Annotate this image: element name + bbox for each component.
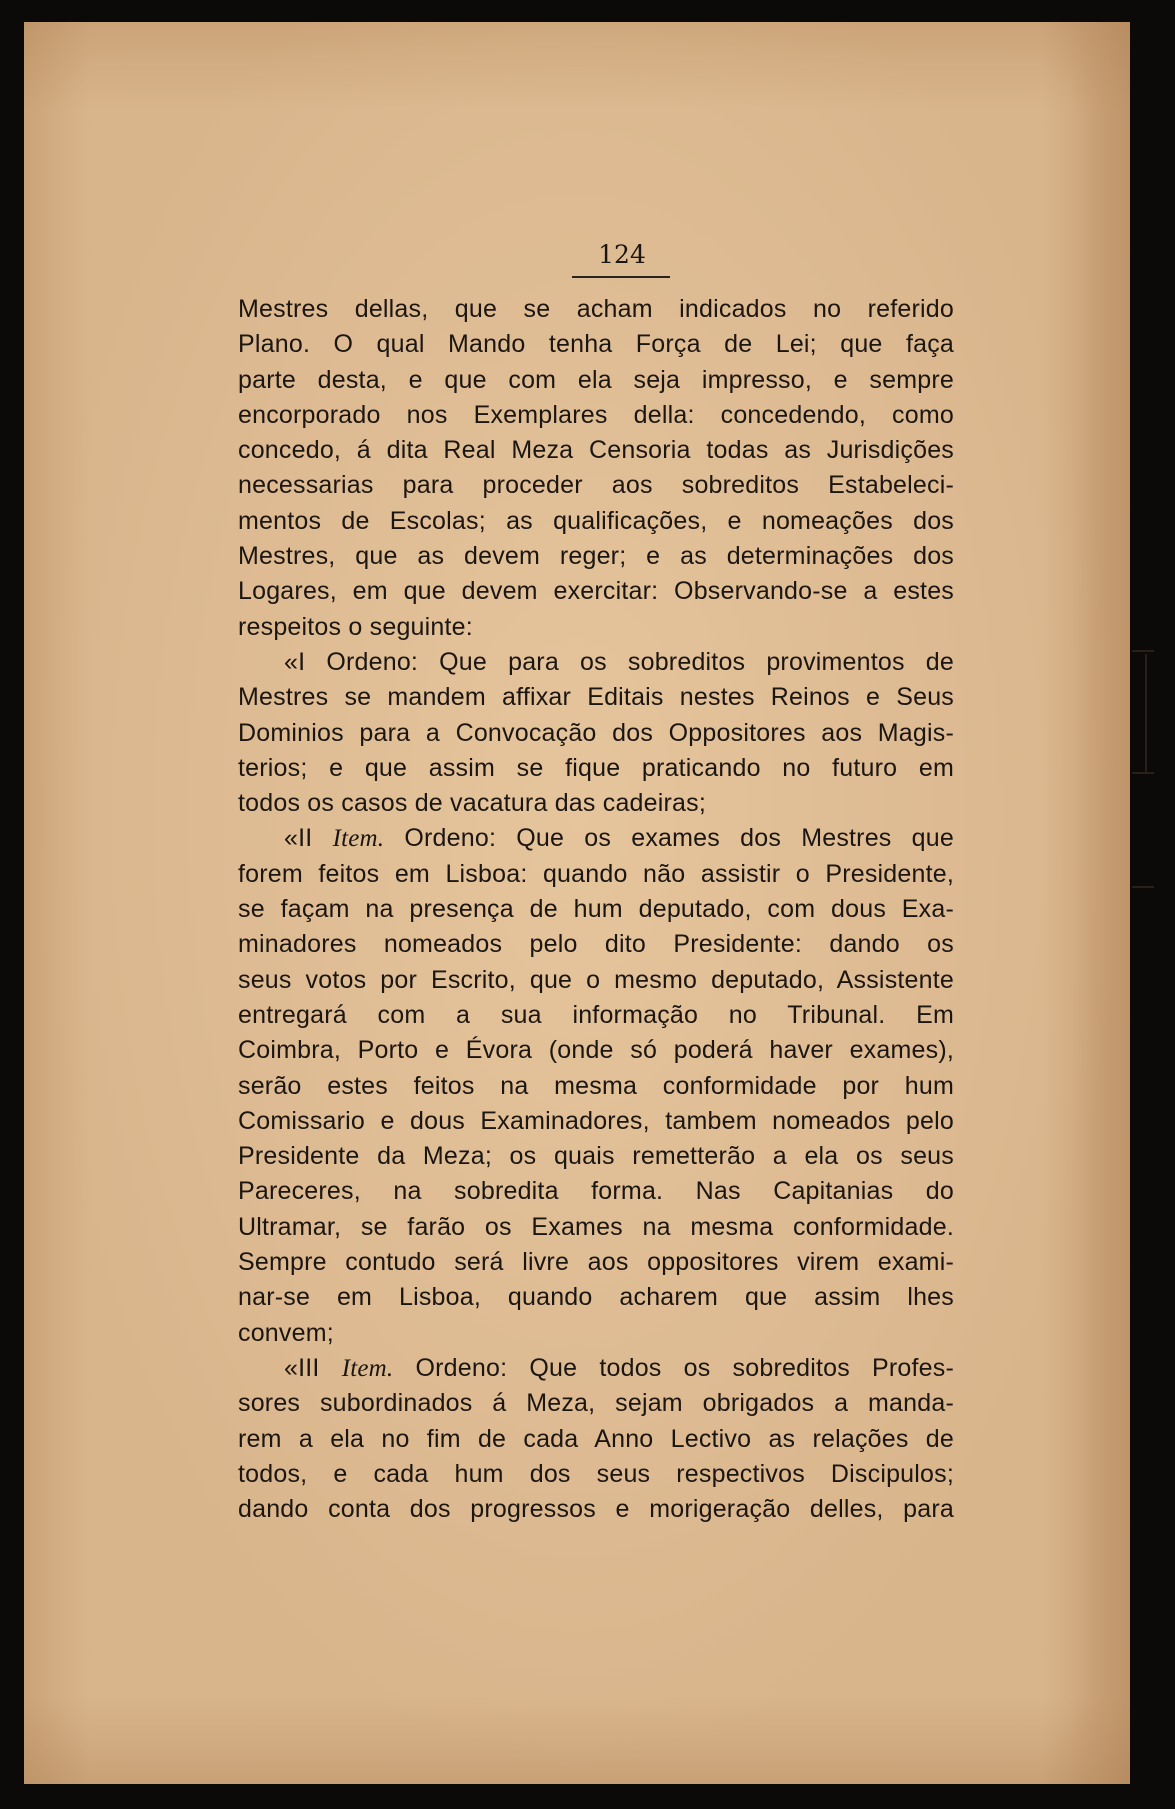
text-line: serão estes feitos na mesma conformidade por hum (238, 1071, 954, 1100)
text-fragment: Ordeno: Que todos os sobreditos Profes- (415, 1353, 954, 1382)
text-line: respeitos o seguinte: (238, 612, 473, 641)
item-number: «II (284, 824, 313, 853)
binding-mark (1132, 650, 1154, 652)
binding-mark (1132, 772, 1154, 774)
text-line: terios; e que assim se fique praticando no futuro em (238, 753, 954, 782)
text-line: convem; (238, 1318, 334, 1347)
page-number-rule (572, 276, 670, 278)
text-line: se façam na presença de hum deputado, com dous Exa- (238, 895, 954, 924)
text-line: Logares, em que devem exercitar: Observando-se a estes (238, 577, 954, 606)
text-line: dando conta dos progressos e morigeração delles, para (238, 1495, 954, 1524)
text-line: minadores nomeados pelo dito Presidente: dando os (238, 930, 954, 959)
text-line: rem a ela no fim de cada Anno Lectivo as relações de (238, 1424, 954, 1453)
text-line (238, 821, 954, 856)
item-italic: Item. (332, 825, 385, 853)
text-line: Sempre contudo será livre aos oppositores virem exami- (238, 1248, 954, 1277)
text-line: «I Ordeno: Que para os sobreditos provimentos de (284, 647, 954, 676)
text-line: Plano. O qual Mando tenha Força de Lei; que faça (238, 330, 954, 359)
text-line: Comissario e dous Examinadores, tambem nomeados pelo (238, 1106, 954, 1135)
page-edge-shadow (1070, 22, 1130, 1784)
text-line: mentos de Escolas; as qualificações, e nomeações dos (238, 506, 954, 535)
item-number: «III (284, 1353, 320, 1382)
text-line: Mestres dellas, que se acham indicados no referido (238, 295, 954, 323)
text-line: Coimbra, Porto e Évora (onde só poderá haver exames), (238, 1036, 954, 1065)
text-fragment: Ordeno: Que os exames dos Mestres que (404, 824, 954, 853)
text-line: parte desta, e que com ela seja impresso, e sempre (238, 365, 954, 394)
text-line: sores subordinados á Meza, sejam obrigados a manda- (238, 1389, 954, 1418)
text-line: encorporado nos Exemplares della: concedendo, como (238, 400, 954, 429)
text-line: Ultramar, se farão os Exames na mesma conformidade. (238, 1212, 954, 1241)
item-italic: Item. (341, 1354, 394, 1382)
text-line: Presidente da Meza; os quais remetterão a ela os seus (238, 1142, 954, 1171)
text-line: Pareceres, na sobredita forma. Nas Capitanias do (238, 1177, 954, 1206)
text-line: Mestres, que as devem reger; e as determinações dos (238, 542, 954, 571)
text-line: concedo, á dita Real Meza Censoria todas as Jurisdições (238, 436, 954, 465)
text-line: todos os casos de vacatura das cadeiras; (238, 789, 706, 818)
text-line: nar-se em Lisboa, quando acharem que assim lhes (238, 1283, 954, 1312)
text-line: entregará com a sua informação no Tribunal. Em (238, 1000, 954, 1029)
binding-mark (1132, 886, 1154, 888)
text-line: Dominios para a Convocação dos Oppositores aos Magis- (238, 718, 954, 747)
text-line: necessarias para proceder aos sobreditos Estabeleci- (238, 471, 954, 500)
text-line (238, 1351, 954, 1386)
page-number: 124 (598, 240, 646, 269)
body-text (238, 292, 954, 1527)
text-line: Mestres se mandem affixar Editais nestes Reinos e Seus (238, 683, 954, 712)
binding-mark (1145, 654, 1147, 772)
text-line: forem feitos em Lisboa: quando não assistir o Presidente, (238, 859, 954, 888)
text-line: seus votos por Escrito, que o mesmo deputado, Assistente (238, 965, 954, 994)
text-line: todos, e cada hum dos seus respectivos Discipulos; (238, 1459, 954, 1488)
